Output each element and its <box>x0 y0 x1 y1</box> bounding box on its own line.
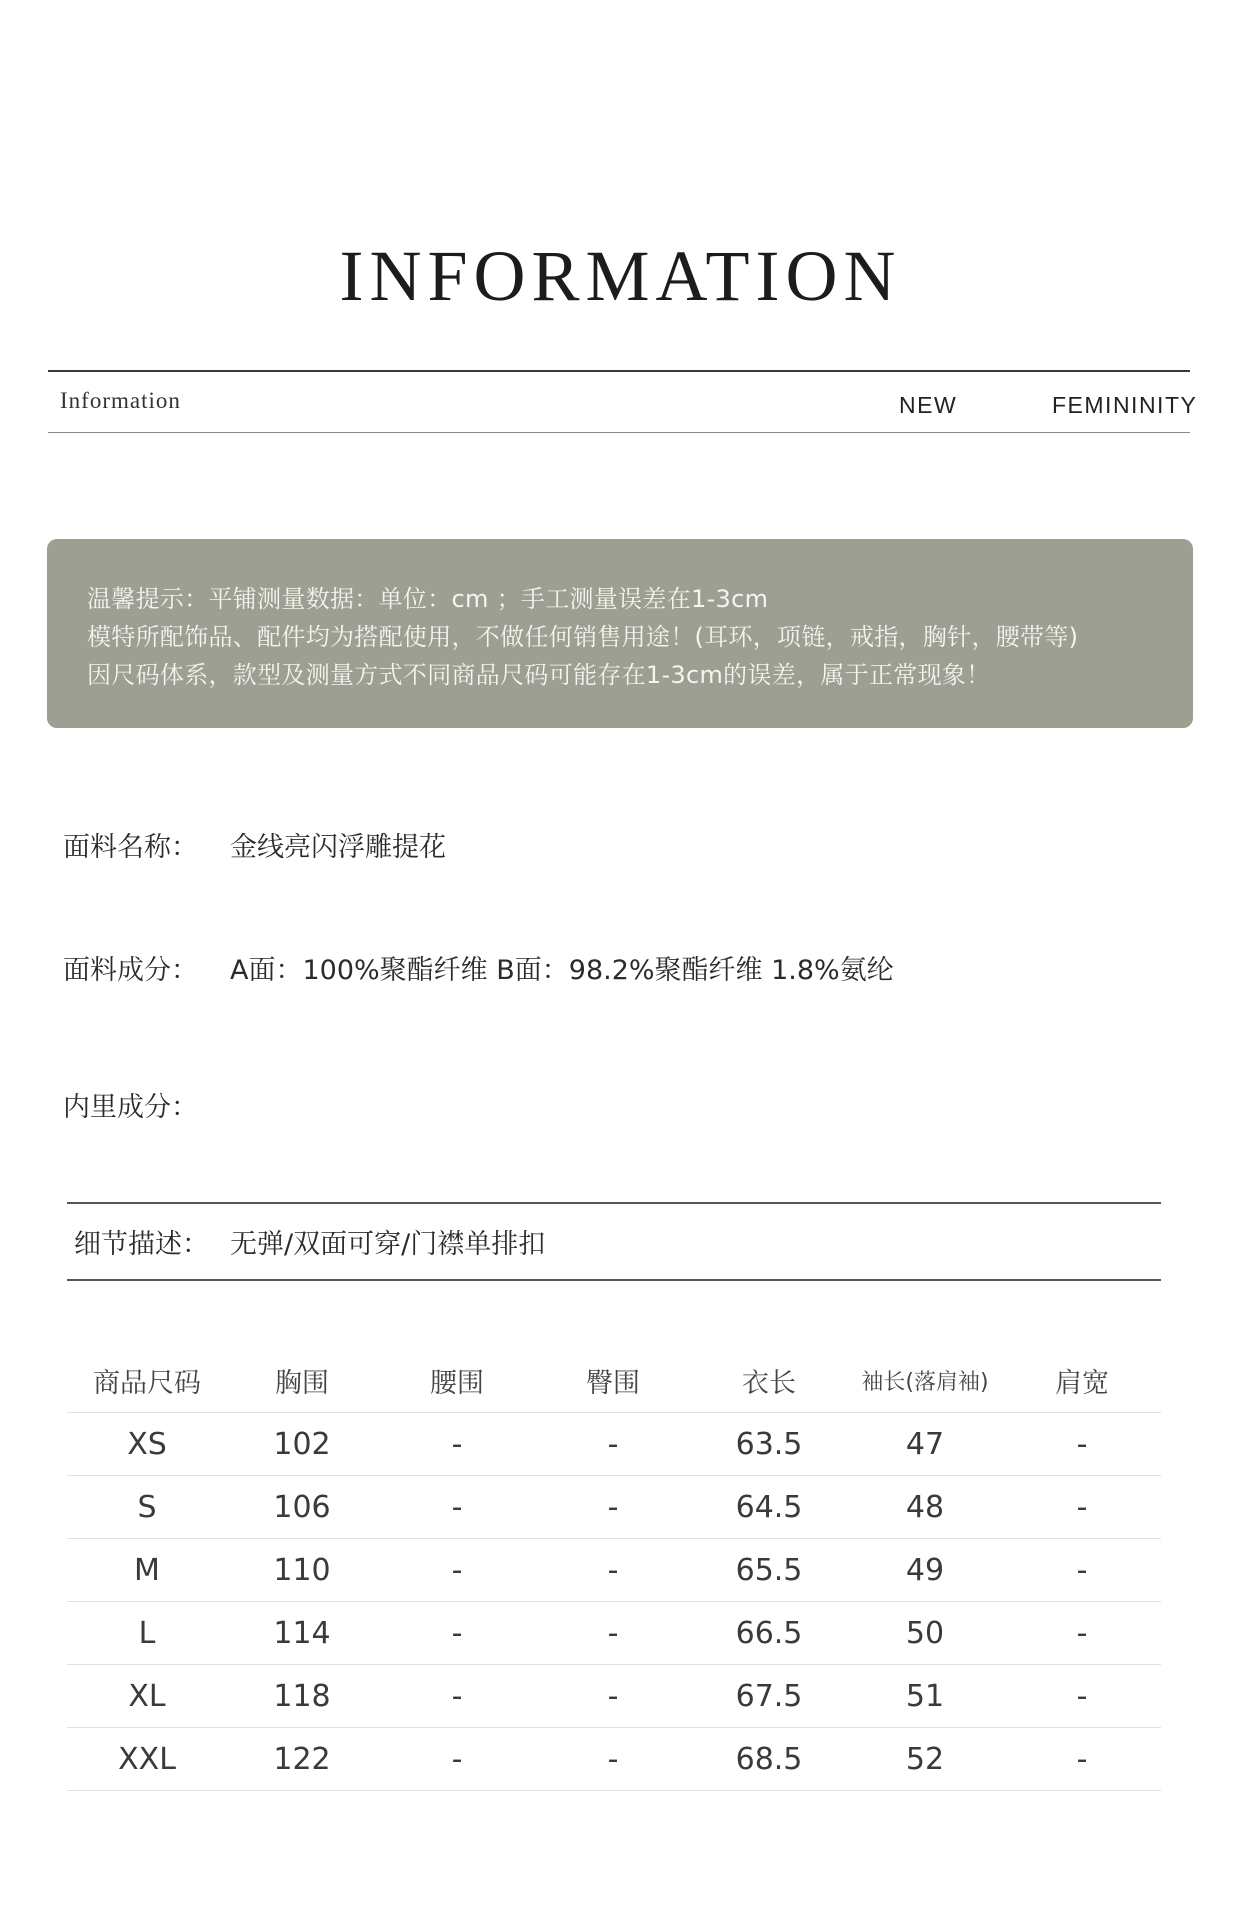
details-divider-bottom <box>67 1279 1161 1281</box>
header-shoulder: 肩宽 <box>1055 1367 1109 1399</box>
header-divider-top <box>48 370 1190 372</box>
notice-line-accessories: 模特所配饰品、配件均为搭配使用，不做任何销售用途！(耳环，项链，戒指，胸针，腰带等) <box>87 623 1079 651</box>
cell-sleeve: 51 <box>905 1678 945 1714</box>
page-title: INFORMATION <box>339 236 902 316</box>
cell-shoulder: - <box>1076 1489 1088 1525</box>
cell-size: L <box>138 1615 156 1651</box>
cell-chest: 110 <box>273 1552 331 1588</box>
header-size: 商品尺码 <box>93 1367 201 1399</box>
table-row <box>67 1476 1161 1539</box>
cell-length: 68.5 <box>735 1741 803 1777</box>
cell-hip: - <box>607 1489 619 1525</box>
subtitle-new: NEW <box>899 392 958 418</box>
cell-hip: - <box>607 1615 619 1651</box>
cell-sleeve: 48 <box>905 1489 945 1525</box>
cell-chest: 106 <box>273 1489 331 1525</box>
cell-waist: - <box>451 1678 463 1714</box>
table-row <box>67 1602 1161 1665</box>
cell-size: XS <box>127 1426 167 1462</box>
cell-hip: - <box>607 1552 619 1588</box>
cell-size: S <box>137 1489 157 1525</box>
cell-shoulder: - <box>1076 1615 1088 1651</box>
details-label: 细节描述： <box>74 1229 209 1260</box>
cell-waist: - <box>451 1426 463 1462</box>
cell-length: 66.5 <box>735 1615 803 1651</box>
table-row <box>67 1539 1161 1602</box>
cell-size: XL <box>128 1678 166 1714</box>
cell-waist: - <box>451 1489 463 1525</box>
header-chest: 胸围 <box>275 1367 329 1399</box>
size-table <box>67 1348 1161 1791</box>
notice-box <box>47 539 1193 728</box>
cell-hip: - <box>607 1678 619 1714</box>
fabric-name-label: 面料名称： <box>63 832 198 863</box>
cell-waist: - <box>451 1552 463 1588</box>
cell-waist: - <box>451 1615 463 1651</box>
subtitle-femininity: FEMININITY <box>1052 392 1198 418</box>
fabric-name-value: 金线亮闪浮雕提花 <box>230 832 446 863</box>
subtitle-information: Information <box>60 388 181 413</box>
cell-chest: 102 <box>273 1426 331 1462</box>
details-divider-top <box>67 1202 1161 1204</box>
cell-sleeve: 50 <box>905 1615 945 1651</box>
lining-composition-label: 内里成分： <box>63 1092 198 1123</box>
cell-sleeve: 52 <box>905 1741 945 1777</box>
header-sleeve: 袖长(落肩袖) <box>861 1369 989 1395</box>
cell-shoulder: - <box>1076 1426 1088 1462</box>
header-hip: 臀围 <box>586 1367 640 1399</box>
cell-shoulder: - <box>1076 1741 1088 1777</box>
cell-sleeve: 47 <box>905 1426 945 1462</box>
header-divider-bottom <box>48 432 1190 433</box>
size-table-header <box>67 1348 1161 1413</box>
cell-length: 65.5 <box>735 1552 803 1588</box>
fabric-composition-value: A面：100%聚酯纤维 B面：98.2%聚酯纤维 1.8%氨纶 <box>230 955 894 986</box>
cell-shoulder: - <box>1076 1678 1088 1714</box>
cell-shoulder: - <box>1076 1552 1088 1588</box>
details-value: 无弹/双面可穿/门襟单排扣 <box>230 1229 546 1260</box>
cell-chest: 122 <box>273 1741 331 1777</box>
cell-length: 63.5 <box>735 1426 803 1462</box>
cell-hip: - <box>607 1426 619 1462</box>
table-row <box>67 1413 1161 1476</box>
header-waist: 腰围 <box>430 1367 484 1399</box>
notice-line-measurement: 温馨提示：平铺测量数据：单位：cm ；手工测量误差在1-3cm <box>87 585 769 613</box>
cell-size: XXL <box>118 1741 176 1777</box>
cell-length: 67.5 <box>735 1678 803 1714</box>
table-row <box>67 1665 1161 1728</box>
cell-length: 64.5 <box>735 1489 803 1525</box>
notice-line-size-variance: 因尺码体系，款型及测量方式不同商品尺码可能存在1-3cm的误差，属于正常现象！ <box>87 661 991 689</box>
fabric-composition-label: 面料成分： <box>63 955 198 986</box>
cell-waist: - <box>451 1741 463 1777</box>
table-row <box>67 1728 1161 1791</box>
header-length: 衣长 <box>742 1367 796 1399</box>
cell-chest: 114 <box>273 1615 331 1651</box>
cell-chest: 118 <box>273 1678 331 1714</box>
cell-size: M <box>134 1552 160 1588</box>
cell-hip: - <box>607 1741 619 1777</box>
cell-sleeve: 49 <box>905 1552 945 1588</box>
